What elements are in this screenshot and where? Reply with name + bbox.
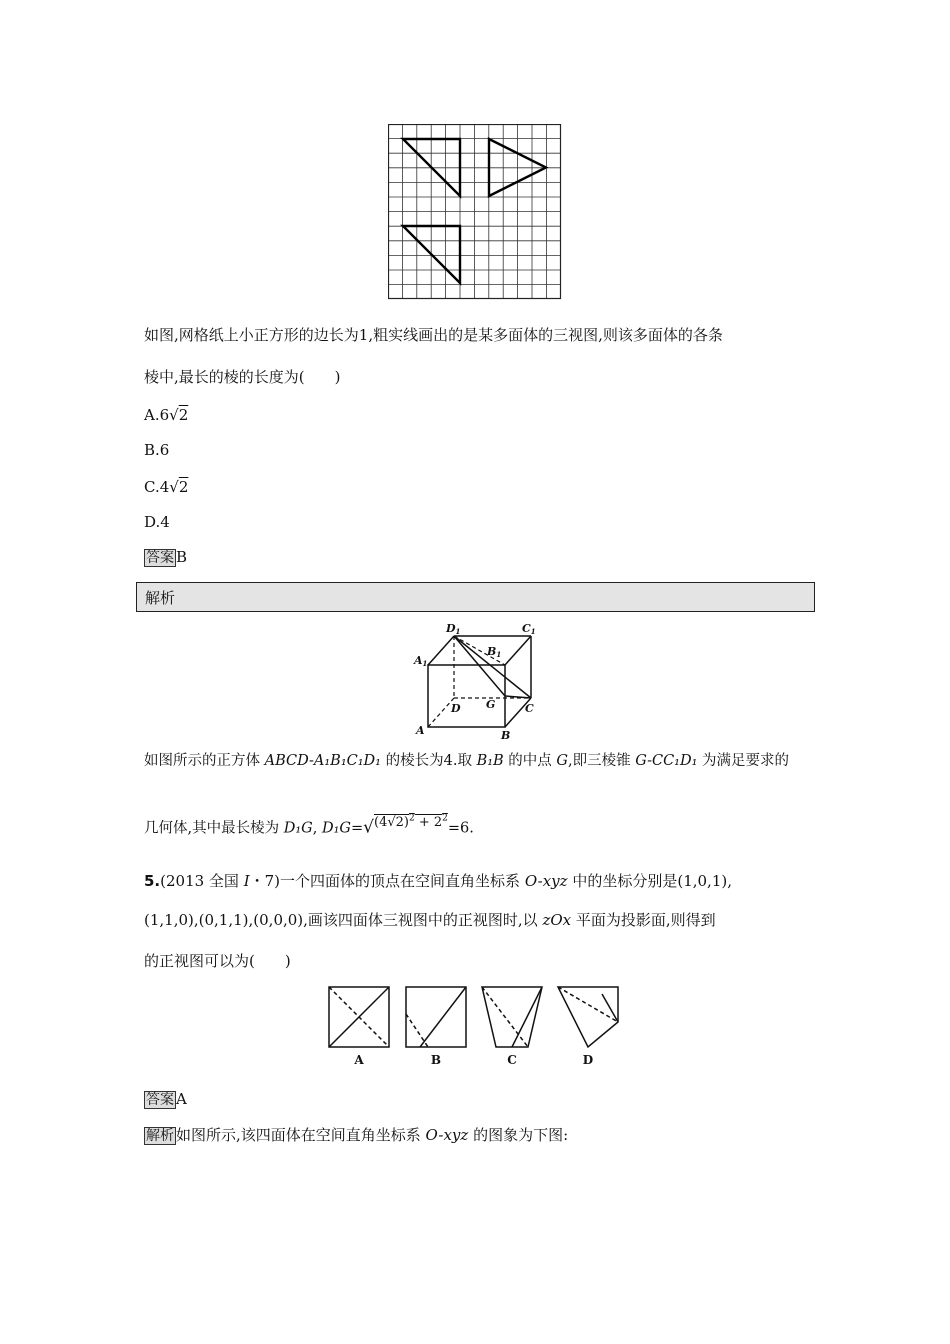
option-d-label: D: [582, 1053, 594, 1067]
option-a-label: A: [354, 1053, 364, 1067]
q4-explain-line2: 几何体,其中最长棱为 D₁G, $D_1G=√(4√2)^2 + 2^2=6$.: [144, 814, 474, 838]
answer-tag: 答案: [146, 550, 174, 566]
label-B: B: [501, 729, 511, 742]
q5-answer: [144, 1089, 187, 1109]
q4-answer: [144, 547, 187, 567]
option-d-figure: [558, 987, 618, 1047]
answer-value: B: [176, 548, 188, 566]
q4-option-d: D.4: [144, 513, 170, 531]
q5-analysis: 解析 如图所示,该四面体在空间直角坐标系 O-xyz 的图象为下图:: [146, 1126, 569, 1144]
q5-stem-line2: (1,1,0),(0,1,1),(0,0,0),画该四面体三视图中的正视图时,以 zOx 平面为投影面,则得到: [144, 911, 716, 929]
analysis-tag: 解析: [146, 1128, 174, 1144]
q4-stem-line1: 如图,网格纸上小正方形的边长为1,粗实线画出的是某多面体的三视图,则该多面体的各条: [144, 326, 723, 344]
option-a-figure: [329, 987, 389, 1047]
q4-option-b: B.6: [144, 441, 170, 459]
q5-options-figure: [326, 984, 626, 1070]
label-B1: B1: [487, 645, 502, 659]
q4-option-a: A.6√2: [144, 406, 189, 424]
q5-stem-line1: 5.(2013 全国 Ⅰ・7)一个四面体的顶点在空间直角坐标系 O-xyz 中的坐标分别是(1,0,1),: [144, 872, 732, 890]
q4-stem-line2: 棱中,最长的棱的长度为( ): [144, 368, 341, 386]
q4-option-c: C.4√2: [144, 478, 189, 496]
analysis-title: 解析: [145, 589, 176, 607]
cube-figure: [410, 620, 550, 742]
option-b-figure: [406, 987, 466, 1047]
option-b-label: B: [430, 1053, 442, 1067]
answer-tag: 答案: [146, 1092, 174, 1108]
option-c-label: C: [507, 1053, 517, 1067]
analysis-section-bar: [136, 582, 815, 612]
q4-explain-line1: 如图所示的正方体 ABCD-A₁B₁C₁D₁ 的棱长为4.取 B₁B 的中点 G,即三棱锥 G-CC₁D₁ 为满足要求的: [144, 753, 790, 769]
option-c-figure: [482, 987, 542, 1047]
three-view-grid-figure: [388, 124, 562, 300]
label-C: C: [525, 702, 534, 715]
label-D1: D1: [446, 622, 461, 636]
label-A1: A1: [414, 654, 428, 668]
label-A: A: [416, 724, 425, 737]
answer-value: A: [176, 1090, 187, 1108]
label-G: G: [486, 698, 496, 711]
q5-stem-line3: 的正视图可以为( ): [144, 952, 291, 970]
label-D: D: [451, 702, 461, 715]
label-C1: C1: [522, 622, 536, 636]
